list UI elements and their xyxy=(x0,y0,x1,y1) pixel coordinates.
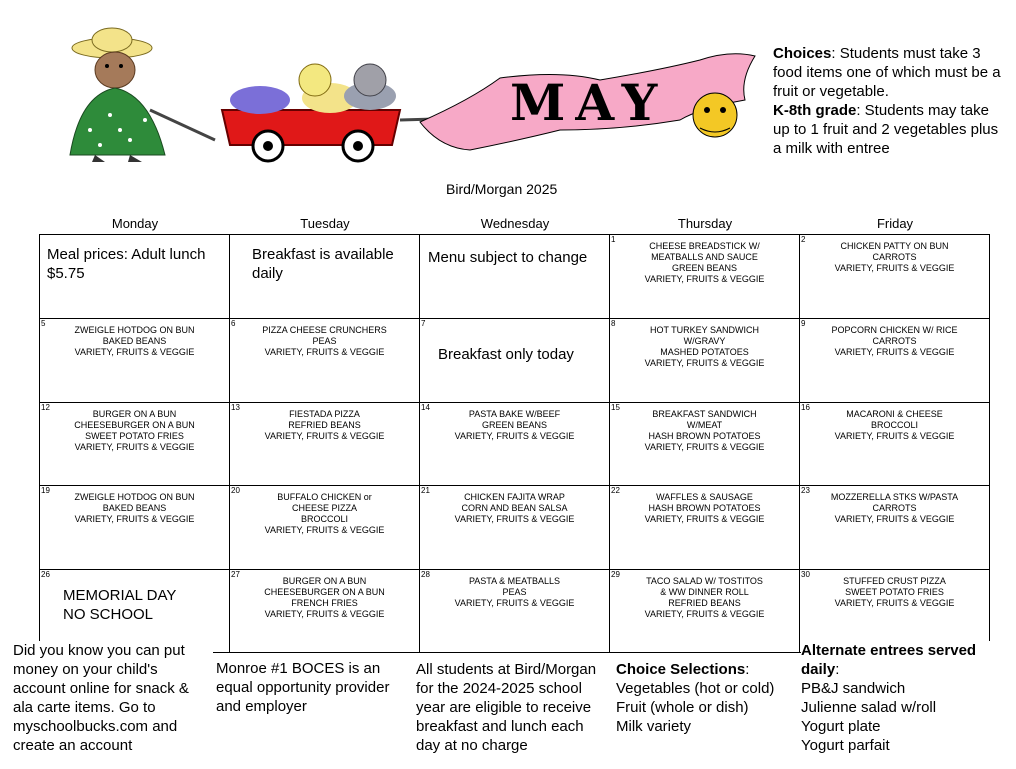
choices-text: : Students must take 3 food items one of which must be a fruit or vegetable. xyxy=(773,45,1001,100)
menu-items: BURGER ON A BUN CHEESEBURGER ON A BUN FRENCH FRIES VARIETY, FRUITS & VEGGIE xyxy=(264,576,385,619)
choice-item: Fruit (whole or dish) xyxy=(616,699,749,716)
calendar-cell xyxy=(229,569,420,653)
alternate-item: Yogurt plate xyxy=(801,718,881,735)
breakfast-only-note: Breakfast only today xyxy=(438,346,574,363)
menu-items: CHEESE BREADSTICK W/ MEATBALLS AND SAUCE GREEN BEANS VARIETY, FRUITS & VEGGIE xyxy=(644,241,765,284)
eligibility-note: All students at Bird/Morgan for the 2024-2025 school year are eligible to receive breakfast and lunch each day at no charge xyxy=(416,661,597,754)
calendar-cell-notice xyxy=(39,234,230,319)
calendar-cell xyxy=(799,485,990,570)
menu-items: POPCORN CHICKEN W/ RICE CARROTS VARIETY, FRUITS & VEGGIE xyxy=(831,325,958,357)
boces-note: Monroe #1 BOCES is an equal opportunity provider and employer xyxy=(216,660,390,715)
choices-note xyxy=(773,44,1003,158)
day-number: 26 xyxy=(41,570,50,579)
month-banner xyxy=(420,54,755,150)
calendar-cell xyxy=(419,402,610,486)
menu-items: MACARONI & CHEESE BROCCOLI VARIETY, FRUITS & VEGGIE xyxy=(834,409,955,441)
calendar-cell xyxy=(799,402,990,486)
red-wagon-illustration xyxy=(222,64,470,161)
day-number: 30 xyxy=(801,570,810,579)
day-number: 8 xyxy=(611,319,616,328)
menu-items: MOZZERELLA STKS W/PASTA CARROTS VARIETY, FRUITS & VEGGIE xyxy=(830,492,959,524)
calendar-cell xyxy=(609,485,800,570)
calendar-cell-notice xyxy=(419,234,610,319)
day-header-tuesday: Tuesday xyxy=(300,216,350,231)
day-number: 14 xyxy=(421,403,430,412)
day-number: 15 xyxy=(611,403,620,412)
day-number: 5 xyxy=(41,319,46,328)
choice-item: Milk variety xyxy=(616,718,692,735)
alternate-item: Yogurt parfait xyxy=(801,737,890,754)
day-number: 22 xyxy=(611,486,620,495)
day-number: 12 xyxy=(41,403,50,412)
alternate-item: PB&J sandwich xyxy=(801,680,906,697)
day-number: 28 xyxy=(421,570,430,579)
day-number: 27 xyxy=(231,570,240,579)
choice-selections-title: Choice Selections xyxy=(616,661,746,678)
mouse-girl-illustration xyxy=(70,28,215,162)
page-subtitle: Bird/Morgan 2025 xyxy=(446,181,558,197)
menu-items: BURGER ON A BUN CHEESEBURGER ON A BUN SWEET POTATO FRIES VARIETY, FRUITS & VEGGIE xyxy=(74,409,195,452)
calendar-cell-notice xyxy=(229,234,420,319)
month-title: MAY xyxy=(510,73,668,132)
calendar-cell xyxy=(799,318,990,403)
calendar-cell xyxy=(39,485,230,570)
calendar-cell xyxy=(419,485,610,570)
day-number: 7 xyxy=(421,319,426,328)
memorial-day-note: MEMORIAL DAY NO SCHOOL xyxy=(63,587,177,623)
calendar-cell xyxy=(609,318,800,403)
menu-items: CHICKEN FAJITA WRAP CORN AND BEAN SALSA VARIETY, FRUITS & VEGGIE xyxy=(454,492,575,524)
day-number: 29 xyxy=(611,570,620,579)
menu-items: STUFFED CRUST PIZZA SWEET POTATO FRIES VARIETY, FRUITS & VEGGIE xyxy=(834,576,955,608)
day-number: 20 xyxy=(231,486,240,495)
calendar-grid xyxy=(40,235,991,653)
calendar-cell xyxy=(609,569,800,653)
menu-items: WAFFLES & SAUSAGE HASH BROWN POTATOES VARIETY, FRUITS & VEGGIE xyxy=(644,492,765,524)
menu-items: ZWEIGLE HOTDOG ON BUN BAKED BEANS VARIETY, FRUITS & VEGGIE xyxy=(74,325,195,357)
calendar-cell xyxy=(419,318,610,403)
menu-items: BREAKFAST SANDWICH W/MEAT HASH BROWN POTATOES VARIETY, FRUITS & VEGGIE xyxy=(644,409,765,452)
day-header-friday: Friday xyxy=(876,216,914,231)
day-header-monday: Monday xyxy=(111,216,159,231)
calendar-cell xyxy=(609,402,800,486)
calendar-cell xyxy=(229,485,420,570)
day-header-thursday: Thursday xyxy=(677,216,733,231)
day-number: 13 xyxy=(231,403,240,412)
grade-label: K-8th grade xyxy=(773,102,857,119)
calendar-cell xyxy=(609,234,800,319)
day-number: 16 xyxy=(801,403,810,412)
calendar-cell xyxy=(799,234,990,319)
menu-items: ZWEIGLE HOTDOG ON BUN BAKED BEANS VARIETY, FRUITS & VEGGIE xyxy=(74,492,195,524)
calendar-cell xyxy=(419,569,610,653)
menu-items: TACO SALAD W/ TOSTITOS & WW DINNER ROLL REFRIED BEANS VARIETY, FRUITS & VEGGIE xyxy=(644,576,765,619)
alternate-item: Julienne salad w/roll xyxy=(801,699,937,716)
menu-items: PASTA & MEATBALLS PEAS VARIETY, FRUITS & VEGGIE xyxy=(454,576,575,608)
choice-item: Vegetables (hot or cold) xyxy=(616,680,775,697)
choice-selections-colon: : xyxy=(745,661,750,678)
calendar-cell xyxy=(229,318,420,403)
alternate-entrees-colon: : xyxy=(835,661,840,678)
online-payment-note: Did you know you can put money on your child's account online for snack & ala carte items. Go to myschoolbucks.com and create an account xyxy=(13,641,213,755)
breakfast-available-note: Breakfast is available daily xyxy=(252,246,394,282)
day-header-wednesday: Wednesday xyxy=(480,216,550,231)
alternate-entrees-title: Alternate entrees served daily xyxy=(801,642,977,678)
menu-items: BUFFALO CHICKEN or CHEESE PIZZA BROCCOLI VARIETY, FRUITS & VEGGIE xyxy=(264,492,385,535)
calendar-cell xyxy=(39,402,230,486)
menu-subject-note: Menu subject to change xyxy=(428,249,588,266)
day-number: 1 xyxy=(611,235,616,244)
day-number: 9 xyxy=(801,319,806,328)
day-number: 23 xyxy=(801,486,810,495)
day-number: 21 xyxy=(421,486,430,495)
menu-items: HOT TURKEY SANDWICH W/GRAVY MASHED POTATOES VARIETY, FRUITS & VEGGIE xyxy=(644,325,765,368)
day-number: 19 xyxy=(41,486,50,495)
menu-items: PASTA BAKE W/BEEF GREEN BEANS VARIETY, FRUITS & VEGGIE xyxy=(454,409,575,441)
menu-items: FIESTADA PIZZA REFRIED BEANS VARIETY, FRUITS & VEGGIE xyxy=(264,409,385,441)
menu-items: CHICKEN PATTY ON BUN CARROTS VARIETY, FRUITS & VEGGIE xyxy=(834,241,955,273)
calendar-cell xyxy=(39,318,230,403)
grade-text: : Students may take up to 1 fruit and 2 vegetables plus a milk with entree xyxy=(773,102,999,157)
day-number: 6 xyxy=(231,319,236,328)
header-clipart xyxy=(0,0,780,200)
calendar-cell xyxy=(229,402,420,486)
choice-selections-note xyxy=(616,660,801,736)
alternate-entrees-note xyxy=(801,641,1006,755)
menu-items: PIZZA CHEESE CRUNCHERS PEAS VARIETY, FRUITS & VEGGIE xyxy=(262,325,387,357)
choices-label: Choices xyxy=(773,45,832,62)
day-number: 2 xyxy=(801,235,806,244)
meal-prices-note: Meal prices: Adult lunch $5.75 xyxy=(47,246,206,282)
